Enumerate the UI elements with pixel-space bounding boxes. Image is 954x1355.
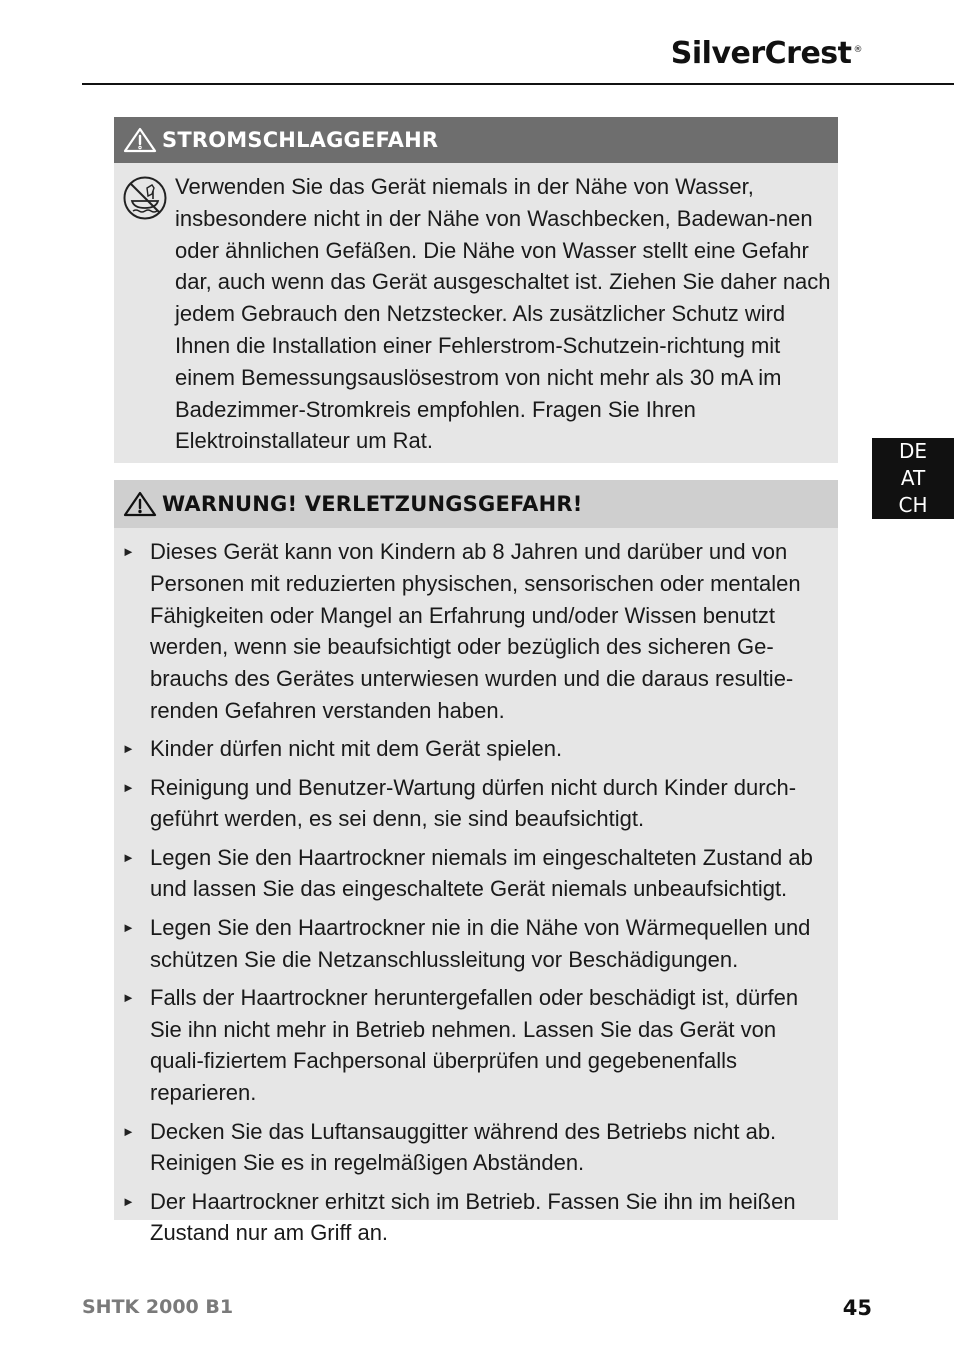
list-item-text: Legen Sie den Haartrockner nie in die Nähe von Wärmequellen und schützen Sie die Netzanschlussleitung vor Beschädigungen.	[150, 914, 811, 972]
list-item	[122, 772, 836, 836]
injury-warning-box	[114, 480, 838, 1246]
language-tab	[872, 438, 954, 519]
bullet-arrow-icon: ►	[122, 849, 135, 865]
no-water-bath-icon	[122, 175, 168, 221]
bullet-arrow-icon: ►	[122, 989, 135, 1005]
injury-heading-bar	[114, 480, 838, 528]
list-item-text: Decken Sie das Luftansauggitter während des Betriebs nicht ab. Reinigen Sie es in regelmäßigen Abständen.	[150, 1118, 777, 1176]
header-rule	[82, 83, 954, 85]
warning-triangle-icon	[122, 126, 158, 154]
brand-logo	[671, 36, 862, 71]
bullet-arrow-icon: ►	[122, 741, 135, 757]
list-item-text: Reinigung und Benutzer-Wartung dürfen nicht durch Kinder durch-geführt werden, es sei denn, sie sind beaufsichtigt.	[150, 774, 797, 832]
bullet-arrow-icon: ►	[122, 544, 135, 559]
language-code-at: AT	[900, 466, 926, 490]
registered-mark: ®	[853, 45, 862, 55]
safety-bullet-list	[122, 536, 836, 1256]
warning-triangle-icon	[122, 490, 158, 518]
page-number: 45	[842, 1296, 872, 1320]
footer-model-number: SHTK 2000 B1	[82, 1296, 234, 1318]
list-item	[122, 536, 836, 727]
electric-shock-heading-bar	[114, 117, 838, 163]
list-item	[122, 912, 836, 976]
list-item	[122, 1186, 836, 1250]
language-code-ch: CH	[898, 493, 928, 517]
brand-logo-text: SilverCrest	[670, 36, 852, 71]
list-item	[122, 733, 836, 765]
list-item-text: Legen Sie den Haartrockner niemals im eingeschalteten Zustand ab und lassen Sie das eingeschaltete Gerät niemals unbeaufsichtigt.	[150, 844, 813, 902]
electric-shock-text: Verwenden Sie das Gerät niemals in der Nähe von Wasser, insbesondere nicht in der Nähe von Waschbecken, Badewan-nen oder ähnlichen Gefäßen. Die Nähe von Wasser stellt eine Gefahr dar, auch wenn das Gerät ausgeschaltet ist. Ziehen Sie daher nach jedem Gebrauch den Netzstecker. Als zusätzlicher Schutz wird Ihnen die Installation einer Fehlerstrom-Schutzein-richtung mit einem Bemessungsauslösestrom von nicht mehr als 30 mA im Badezimmer-Stromkreis empfohlen. Fragen Sie Ihren Elektroinstallateur um Rat.	[175, 174, 831, 454]
list-item-text: Falls der Haartrockner heruntergefallen oder beschädigt ist, dürfen Sie ihn nicht mehr in Betrieb nehmen. Lassen Sie das Gerät von quali-fiziertem Fachpersonal überprüfen und gegebenenfalls reparieren.	[150, 984, 799, 1106]
injury-heading: WARNUNG! VERLETZUNGSGEFAHR!	[162, 492, 583, 516]
list-item	[122, 982, 836, 1109]
list-item-text: Der Haartrockner erhitzt sich im Betrieb. Fassen Sie ihn im heißen Zustand nur am Griff an.	[150, 1188, 796, 1246]
electric-shock-heading: STROMSCHLAGGEFAHR	[162, 128, 439, 152]
bullet-arrow-icon: ►	[122, 1193, 135, 1209]
list-item	[122, 842, 836, 906]
electric-shock-warning-box	[114, 117, 838, 463]
bullet-arrow-icon: ►	[122, 1123, 135, 1139]
list-item	[122, 1116, 836, 1180]
list-item-text: Kinder dürfen nicht mit dem Gerät spielen.	[150, 736, 563, 762]
bullet-arrow-icon: ►	[122, 779, 135, 795]
list-item-text: Dieses Gerät kann von Kindern ab 8 Jahren und darüber und von Personen mit reduzierten physischen, sensorischen oder mentalen Fähigkeiten oder Mangel an Erfahrung und/oder Wissen benutzt werden, wenn sie beaufsichtigt oder bezüglich des sicheren Ge-brauchs des Gerätes unterwiesen wurden und die daraus resultie-renden Gefahren verstanden haben.	[150, 539, 801, 723]
bullet-arrow-icon: ►	[122, 919, 135, 935]
language-code-de: DE	[898, 439, 928, 463]
